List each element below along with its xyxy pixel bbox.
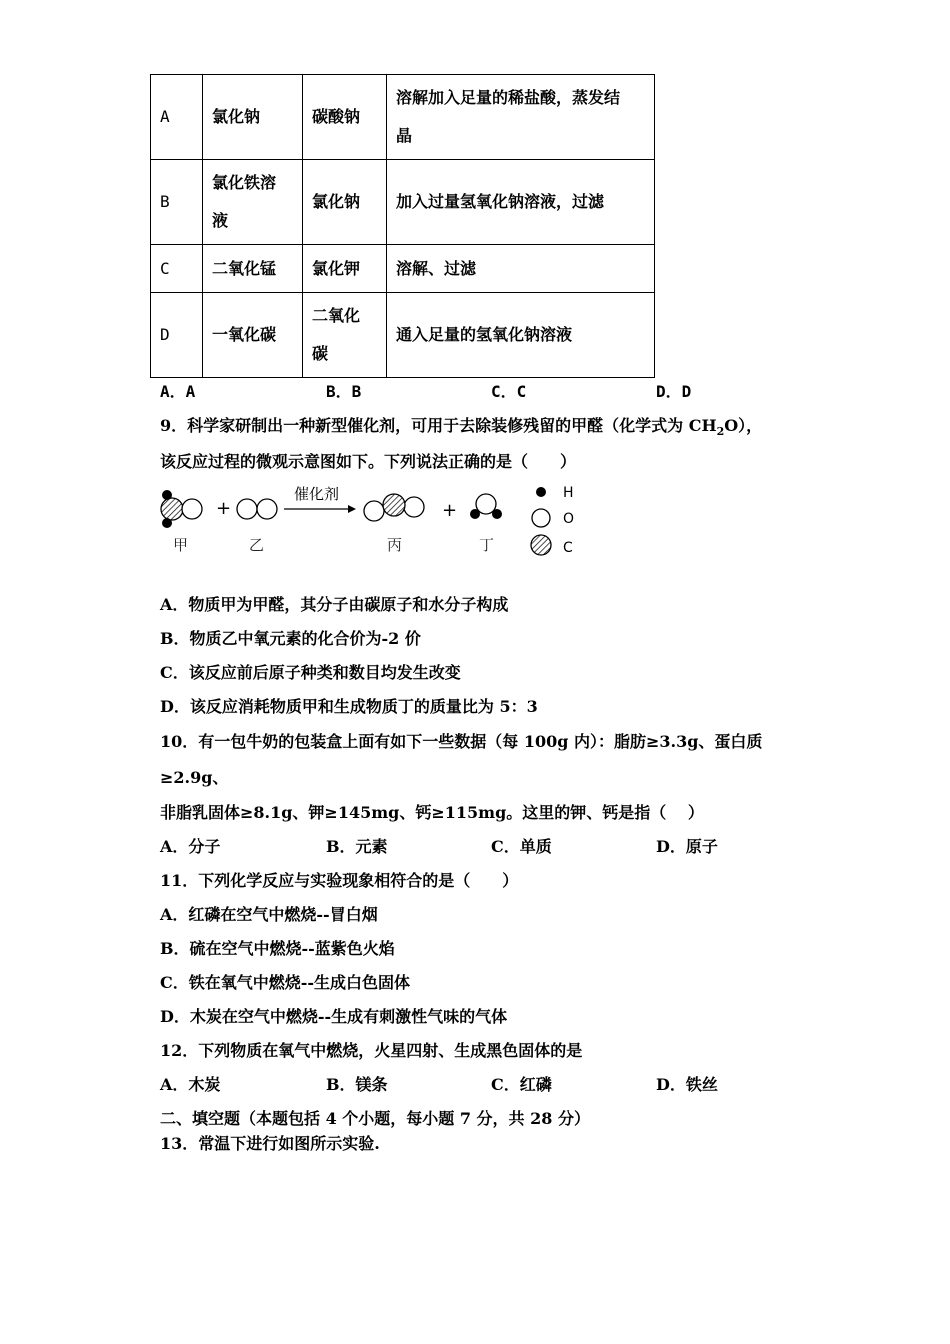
molecule-jia — [161, 490, 202, 528]
impurity-line: 二氧化 — [312, 306, 361, 325]
arrow-head-icon — [348, 505, 356, 513]
method-line: 溶解加入足量的稀盐酸，蒸发结 — [396, 88, 621, 107]
method-cell: 通入足量的氢氧化钠溶液 — [387, 293, 655, 378]
row-label: D — [151, 293, 203, 378]
section-heading: 二、填空题（本题包括 4 个小题，每小题 7 分，共 28 分） — [160, 1109, 590, 1128]
hydrogen-atom — [470, 509, 480, 519]
hydrogen-atom — [162, 490, 172, 500]
method-cell: 加入过量氢氧化钠溶液，过滤 — [387, 160, 655, 245]
q9-option-b[interactable]: B．物质乙中氧元素的化合价为-2 价 — [160, 629, 421, 648]
row-label: B — [151, 160, 203, 245]
q11-option-d[interactable]: D．木炭在空气中燃烧--生成有刺激性气味的气体 — [160, 1007, 508, 1026]
impurity-cell: 碳酸钠 — [303, 75, 387, 160]
hydrogen-legend-icon — [536, 487, 546, 497]
diagram-legend — [531, 485, 574, 556]
oxygen-atom — [404, 497, 424, 517]
substance-cell: 一氧化碳 — [203, 293, 303, 378]
q8-option-b[interactable]: B．B — [326, 382, 362, 401]
oxygen-atom — [182, 499, 202, 519]
label-bing: 丙 — [387, 536, 403, 554]
molecule-yi — [237, 499, 277, 519]
q9-stem-line1 — [160, 416, 762, 442]
substance-line: 氯化铁溶 — [212, 173, 277, 192]
oxygen-atom — [237, 499, 257, 519]
row-label: C — [151, 245, 203, 293]
q12-option-d[interactable]: D．铁丝 — [656, 1075, 718, 1094]
q10-stem-line2: ≥2.9g、 — [160, 768, 229, 787]
impurity-cell: 氯化钾 — [303, 245, 387, 293]
q9-stem-text: O）， — [724, 416, 763, 435]
q12-stem: 12．下列物质在氧气中燃烧，火星四射、生成黑色固体的是 — [160, 1041, 583, 1060]
q9-option-c[interactable]: C．该反应前后原子种类和数目均发生改变 — [160, 663, 461, 682]
legend-c: C — [563, 540, 573, 556]
hydrogen-atom — [162, 518, 172, 528]
q8-option-c[interactable]: C．C — [491, 382, 527, 401]
carbon-legend-icon — [531, 535, 551, 555]
substance-cell: 氯化钠 — [203, 75, 303, 160]
reaction-diagram — [150, 478, 600, 568]
q10-option-d[interactable]: D．原子 — [656, 837, 718, 856]
q10-stem-line3: 非脂乳固体≥8.1g、钾≥145mg、钙≥115mg。这里的钾、钙是指（ ） — [160, 803, 704, 822]
substance-cell: 二氧化锰 — [203, 245, 303, 293]
q11-option-c[interactable]: C．铁在氧气中燃烧--生成白色固体 — [160, 973, 411, 992]
q10-option-a[interactable]: A．分子 — [160, 837, 221, 856]
plus-sign: + — [442, 500, 458, 521]
q9-stem-text: 9．科学家研制出一种新型催化剂，可用于去除装修残留的甲醛（化学式为 CH — [160, 416, 717, 435]
legend-o: O — [563, 511, 575, 527]
table-row — [151, 75, 655, 160]
oxygen-atom — [364, 501, 384, 521]
label-yi: 乙 — [249, 536, 265, 554]
impurity-cell: 氯化钠 — [303, 160, 387, 245]
method-line: 晶 — [396, 126, 413, 145]
q11-stem: 11．下列化学反应与实验现象相符合的是（ ） — [160, 871, 519, 890]
q8-option-d[interactable]: D．D — [656, 382, 692, 401]
impurity-line: 碳 — [312, 344, 329, 363]
substance-cell — [203, 160, 303, 245]
q9-subscript: 2 — [716, 425, 725, 439]
q11-option-a[interactable]: A．红磷在空气中燃烧--冒白烟 — [160, 905, 378, 924]
label-ding: 丁 — [479, 536, 495, 554]
carbon-atom — [383, 494, 405, 516]
q10-stem-line1: 10．有一包牛奶的包装盒上面有如下一些数据（每 100g 内）：脂肪≥3.3g、蛋白质 — [160, 732, 763, 751]
q12-option-b[interactable]: B．镁条 — [326, 1075, 388, 1094]
molecule-ding — [470, 494, 502, 519]
q9-option-a[interactable]: A．物质甲为甲醛，其分子由碳原子和水分子构成 — [160, 595, 509, 614]
legend-h: H — [563, 485, 574, 501]
substance-line: 液 — [212, 211, 229, 230]
q12-option-a[interactable]: A．木炭 — [160, 1075, 221, 1094]
q8-option-a[interactable]: A．A — [160, 382, 196, 401]
q10-option-c[interactable]: C．单质 — [491, 837, 552, 856]
q11-option-b[interactable]: B．硫在空气中燃烧--蓝紫色火焰 — [160, 939, 395, 958]
carbon-atom — [161, 498, 183, 520]
q10-option-b[interactable]: B．元素 — [326, 837, 388, 856]
molecule-bing — [364, 494, 424, 521]
table-row — [151, 245, 655, 293]
method-cell — [387, 75, 655, 160]
q13-stem: 13．常温下进行如图所示实验. — [160, 1134, 380, 1153]
q12-option-c[interactable]: C．红磷 — [491, 1075, 552, 1094]
table-row — [151, 160, 655, 245]
oxygen-legend-icon — [532, 509, 550, 527]
impurity-cell — [303, 293, 387, 378]
row-label: A — [151, 75, 203, 160]
hydrogen-atom — [492, 509, 502, 519]
q9-option-d[interactable]: D．该反应消耗物质甲和生成物质丁的质量比为 5：3 — [160, 697, 538, 716]
options-table — [150, 74, 655, 378]
q9-stem-line2: 该反应过程的微观示意图如下。下列说法正确的是（ ） — [160, 452, 577, 471]
plus-sign: + — [216, 498, 232, 519]
table-row — [151, 293, 655, 378]
catalyst-label: 催化剂 — [294, 485, 340, 503]
oxygen-atom — [257, 499, 277, 519]
label-jia: 甲 — [173, 536, 189, 554]
method-cell: 溶解、过滤 — [387, 245, 655, 293]
